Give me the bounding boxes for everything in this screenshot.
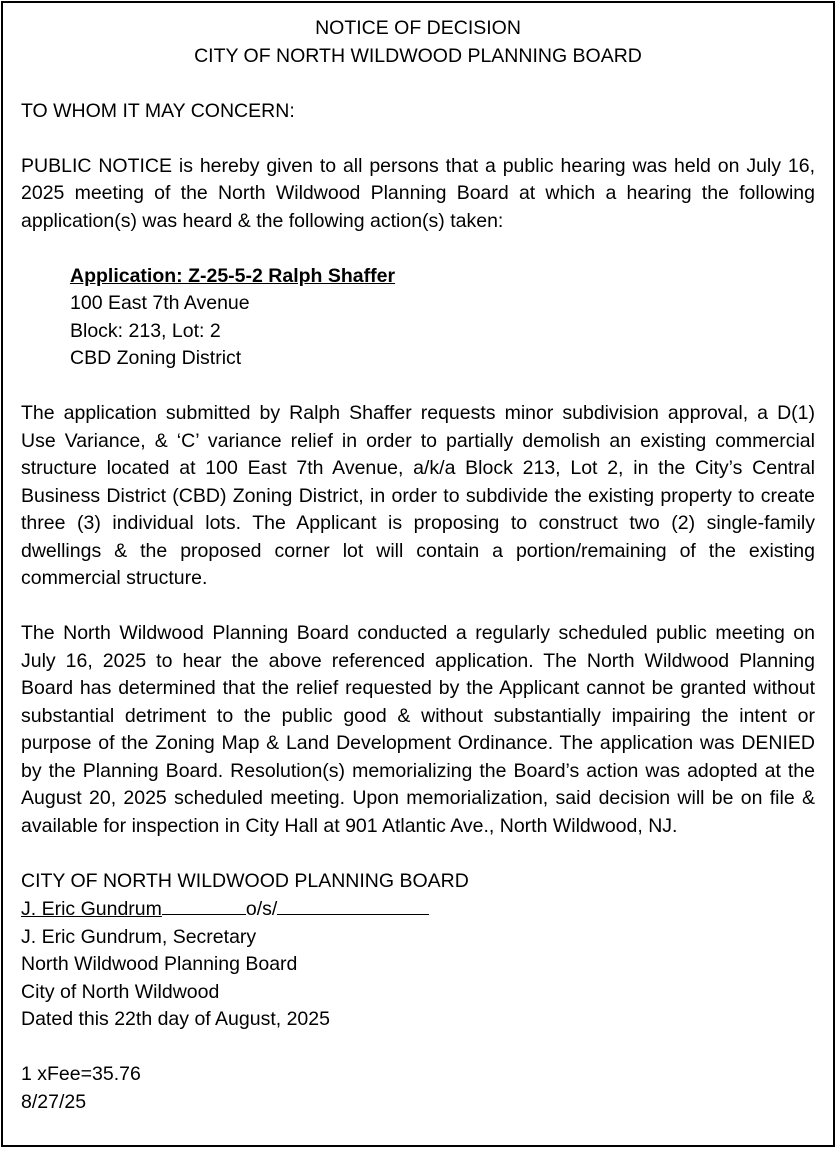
dated-line: Dated this 22th day of August, 2025 [21,1008,330,1030]
signer-org: North Wildwood Planning Board [21,953,298,975]
notice-title: NOTICE OF DECISION [315,17,521,39]
application-title: Application: Z-25-5-2 Ralph Shaffer [70,264,396,287]
signature-blank-2 [277,895,429,915]
application-block [21,263,815,373]
board-name-header: CITY OF NORTH WILDWOOD PLANNING BOARD [194,44,642,67]
description-paragraph: The application submitted by Ralph Shaffer requests minor subdivision approval, a D(1) Use Variance, & ‘C’ variance relief in order to partially demolish an existing commercial structure located at 100 East 7th Avenue, a/k/a Block 213, Lot 2, in the City’s Central Business District (CBD) Zoning District, in order to subdivide the existing property to create three (3) individual lots. The Applicant is proposing to construct two (2) single-family dwellings & the proposed corner lot will contain a portion/remaining of the existing commercial structure. [21,402,815,589]
application-zone: CBD Zoning District [70,347,242,369]
signature-block [21,868,815,1034]
intro-paragraph: PUBLIC NOTICE is hereby given to all persons that a public hearing was held on July 16, 2025 meeting of the North Wildwood Planning Board at which a hearing the following application(s) was heard & the following action(s) taken: [21,154,815,232]
application-address: 100 East 7th Avenue [70,292,250,314]
footer [21,1061,815,1116]
notice-header [21,15,815,70]
legal-notice [1,1,835,1147]
fee-line: 1 xFee=35.76 [21,1063,141,1085]
salutation: TO WHOM IT MAY CONCERN: [21,99,295,122]
signed-mark: o/s/ [245,898,278,920]
signed-name: J. Eric Gundrum [21,898,162,920]
signer-name-title: J. Eric Gundrum, Secretary [21,925,257,948]
signature-board: CITY OF NORTH WILDWOOD PLANNING BOARD [21,869,469,892]
signer-city: City of North Wildwood [21,980,220,1003]
signature-line [21,895,815,924]
application-block-lot: Block: 213, Lot: 2 [70,319,221,342]
publication-date: 8/27/25 [21,1090,87,1113]
decision-paragraph: The North Wildwood Planning Board conducted a regularly scheduled public meeting on July 16, 2025 to hear the above referenced application. The North Wildwood Planning Board has determined that the relief requested by the Applicant cannot be granted without substantial detriment to the public good & without substantially impairing the intent or purpose of the Zoning Map & Land Development Ordinance. The application was DENIED by the Planning Board. Resolution(s) memorializing the Board’s action was adopted at the August 20, 2025 scheduled meeting. Upon memorialization, said decision will be on file & available for inspection in City Hall at 901 Atlantic Ave., North Wildwood, NJ. [21,622,815,837]
signature-blank-1 [162,895,246,915]
